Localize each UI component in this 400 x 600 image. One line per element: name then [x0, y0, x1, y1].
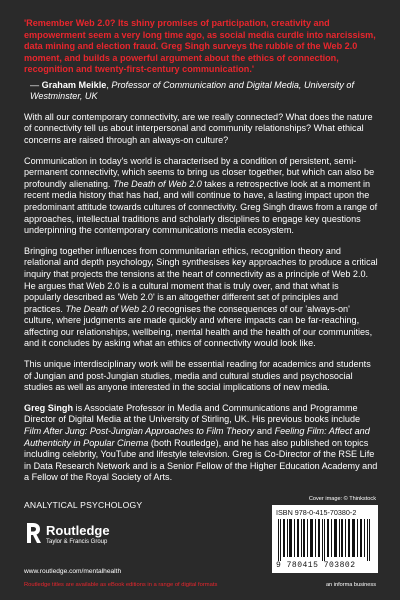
informa-tagline: an informa business: [325, 582, 376, 588]
paragraph-text: recognises the consequences of our 'always-on' culture, where judgments are made quickly and where impacts can be far-reaching, affecting our relationships, wellbeing, mental health and the health of our communities, and it concludes by asking what an ethics of connectivity would look like.: [24, 303, 373, 349]
publisher-logo: [24, 521, 174, 561]
quote-author: Graham Meikle: [41, 79, 107, 90]
audience-paragraph: This unique interdisciplinary work will be essential reading for academics and students of Jungian and post-Jungian studies, media and cultural studies and psychosocial studies as well as anyone interested in the social implications of new media.: [24, 359, 371, 393]
bio-text: and: [256, 426, 273, 437]
cover-text-block: [24, 18, 378, 484]
book-title-italic: The Death of Web 2.0: [112, 178, 202, 189]
routledge-logo-icon: [24, 522, 42, 544]
ebook-note: Routledge titles are available as eBook editions in a range of digital formats: [24, 582, 218, 588]
publisher-name: Routledge: [46, 523, 110, 538]
barcode-icon: [276, 519, 374, 561]
publisher-subtitle: Taylor & Francis Group: [46, 539, 108, 545]
author-name: Greg Singh: [24, 402, 74, 413]
paragraph-text: Bringing together influences from communitarian ethics, recognition theory and relational and depth psychology, Singh synthesises key approaches to produce a critical inquiry that projects the tensions at the heart of connectivity as a principle of Web 2.0. He argues that Web 2.0 is a cultural moment that is truly over, and that what is popularly described as 'Web 2.0' is an altogether different set of principles and practices.: [24, 245, 378, 314]
previous-book-title: Feeling Film: Affect and Authenticity in Popular Cinema: [24, 426, 370, 448]
previous-book-title: Film After Jung: Post-Jungian Approaches to Film Theory: [24, 426, 255, 437]
quote-author-role: Professor of Communication and Digital Media, University of Westminster, UK: [30, 79, 354, 102]
author-bio: [24, 403, 378, 484]
cover-image-credit: Cover image: © Thinkstock: [308, 496, 376, 502]
book-title-italic: The Death of Web 2.0: [65, 303, 155, 314]
description-paragraph-1: [24, 156, 378, 237]
publisher-website: www.routledge.com/mentalhealth: [24, 568, 122, 575]
barcode-digits: 9 780415 703802: [276, 561, 356, 570]
endorsement-quote: 'Remember Web 2.0? Its shiny promises of participation, creativity and empowerment seem a very long time ago, as social media curdle into narcissism, data mining and election fraud. Greg Singh surveys the rubble of the Web 2.0 moment, and builds a powerful argument about the ethics of connection, recognition and twenty-first-century communication.': [24, 18, 376, 75]
quote-attribution: — Graham Meikle, Professor of Communication and Digital Media, University of Westminster, UK: [30, 79, 354, 102]
paragraph-text: Communication in today's world is characterised by a condition of persistent, semi-permanent connectivity, which seems to bring us closer together, but which can also be profoundly alienating.: [24, 155, 375, 189]
isbn-number: ISBN 978-0-415-70380-2: [276, 508, 357, 517]
bio-text: (both Routledge), and he has also published on topics including celebrity, YouTube and lifestyle television. Greg is Co-Director of the RSE Life in Data Research Network and is a Senior Fellow of the Higher Education Academy and a Fellow of the Royal Society of Arts.: [24, 437, 378, 483]
bio-text: is Associate Professor in Media and Communications and Programme Director of Digital Media at the University of Stirling, UK. His previous books include: [24, 402, 361, 425]
intro-paragraph: With all our contemporary connectivity, are we really connected? What does the nature of connectivity tell us about interpersonal and community relationships? What ethical concerns are raised through an always-on culture?: [24, 111, 373, 145]
isbn-barcode: [272, 505, 378, 573]
paragraph-text: takes a retrospective look at a moment in recent media history that has had, and will continue to have, a lasting impact upon the predominant attitude towards cultures of connectivity. Greg Singh draws from a range of approaches, intellectual traditions and scholarly disciplines to engage key questions underpinning the contemporary communications media ecosystem.: [24, 178, 378, 236]
subject-category: ANALYTICAL PSYCHOLOGY: [24, 500, 143, 510]
description-paragraph-2: [24, 246, 378, 350]
